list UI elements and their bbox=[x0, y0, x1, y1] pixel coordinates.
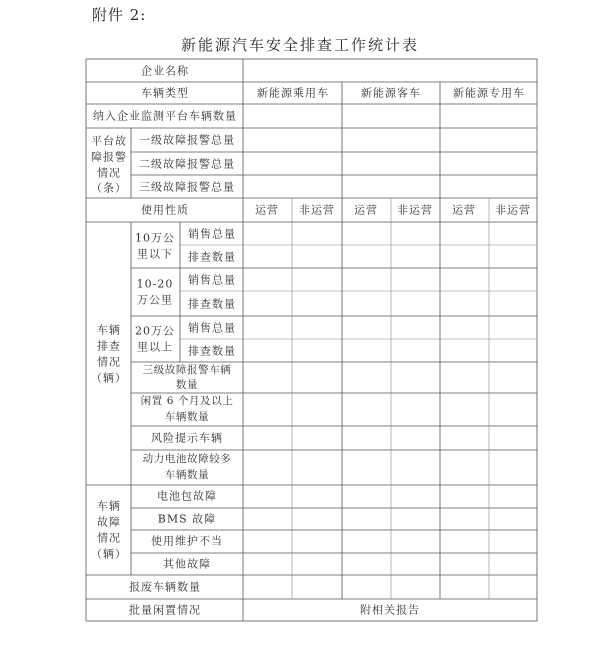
mileage-2-line2: 万公里 bbox=[137, 293, 173, 307]
type-bus: 新能源客车 bbox=[361, 86, 421, 100]
mileage-1-line1: 10万公 bbox=[135, 231, 175, 245]
mileage-1-checked: 排查数量 bbox=[188, 250, 236, 264]
mileage-1-line2: 里以下 bbox=[137, 247, 173, 261]
fault-battery-pack: 电池包故障 bbox=[157, 489, 217, 503]
check-group-line3: 情况 bbox=[97, 355, 121, 369]
mileage-3-line1: 20万公 bbox=[135, 324, 175, 338]
usage-opt-5: 运营 bbox=[452, 203, 476, 217]
battery-multi-line2: 车辆数量 bbox=[164, 469, 210, 481]
usage-opt-2: 非运营 bbox=[299, 203, 335, 217]
attachment-label: 附件 2: bbox=[92, 6, 147, 24]
form-title: 新能源汽车安全排查工作统计表 bbox=[180, 36, 419, 54]
check-group-line1: 车辆 bbox=[97, 323, 121, 337]
monitored-label: 纳入企业监测平台车辆数量 bbox=[93, 109, 237, 123]
mileage-3-line2: 里以上 bbox=[137, 340, 173, 354]
platform-group-line3: 情况 bbox=[97, 166, 121, 180]
level3-label: 三级故障报警总量 bbox=[139, 180, 235, 194]
type-passenger: 新能源乘用车 bbox=[257, 86, 329, 100]
mileage-2-line1: 10-20 bbox=[136, 277, 174, 291]
platform-group-line4: （条） bbox=[91, 181, 127, 195]
scrap-label: 报废车辆数量 bbox=[129, 580, 201, 594]
usage-opt-4: 非运营 bbox=[397, 203, 433, 217]
mileage-1-sales: 销售总量 bbox=[188, 227, 236, 241]
mileage-2-sales: 销售总量 bbox=[188, 273, 236, 287]
usage-opt-1: 运营 bbox=[255, 203, 279, 217]
mileage-2-checked: 排查数量 bbox=[188, 297, 236, 311]
mileage-3-checked: 排查数量 bbox=[188, 344, 236, 358]
fault-group-line2: 故障 bbox=[97, 515, 121, 529]
fault-group-line4: （辆） bbox=[91, 547, 127, 561]
check-group-line2: 排查 bbox=[97, 339, 121, 353]
battery-multi-line1: 动力电池故障较多 bbox=[142, 453, 232, 465]
level1-label: 一级故障报警总量 bbox=[139, 133, 235, 147]
risk-label: 风险提示车辆 bbox=[151, 431, 223, 445]
fault-group-line3: 情况 bbox=[97, 531, 121, 545]
type-special: 新能源专用车 bbox=[453, 86, 525, 100]
level2-label: 二级故障报警总量 bbox=[139, 157, 235, 171]
mileage-3-sales: 销售总量 bbox=[188, 321, 236, 335]
fault-group-line1: 车辆 bbox=[97, 499, 121, 513]
usage-opt-3: 运营 bbox=[354, 203, 378, 217]
platform-group-line2: 障报警 bbox=[91, 150, 127, 164]
fault-bms: BMS 故障 bbox=[157, 512, 217, 526]
company-name-label: 企业名称 bbox=[141, 64, 189, 78]
attach-report-label: 附相关报告 bbox=[360, 603, 420, 617]
platform-group-line1: 平台故 bbox=[91, 134, 127, 148]
usage-label: 使用性质 bbox=[141, 203, 189, 217]
check-group-line4: （辆） bbox=[91, 371, 127, 385]
idle-line2: 车辆数量 bbox=[164, 411, 210, 423]
batch-idle-label: 批量闲置情况 bbox=[129, 603, 201, 617]
level3-vehicles-line1: 三级故障报警车辆 bbox=[142, 364, 232, 376]
fault-maintenance: 使用维护不当 bbox=[151, 534, 223, 548]
fault-other: 其他故障 bbox=[163, 557, 211, 571]
vehicle-type-label: 车辆类型 bbox=[141, 86, 189, 100]
idle-line1: 闲置 6 个月及以上 bbox=[140, 395, 234, 407]
level3-vehicles-line2: 数量 bbox=[175, 379, 199, 391]
usage-opt-6: 非运营 bbox=[495, 203, 531, 217]
